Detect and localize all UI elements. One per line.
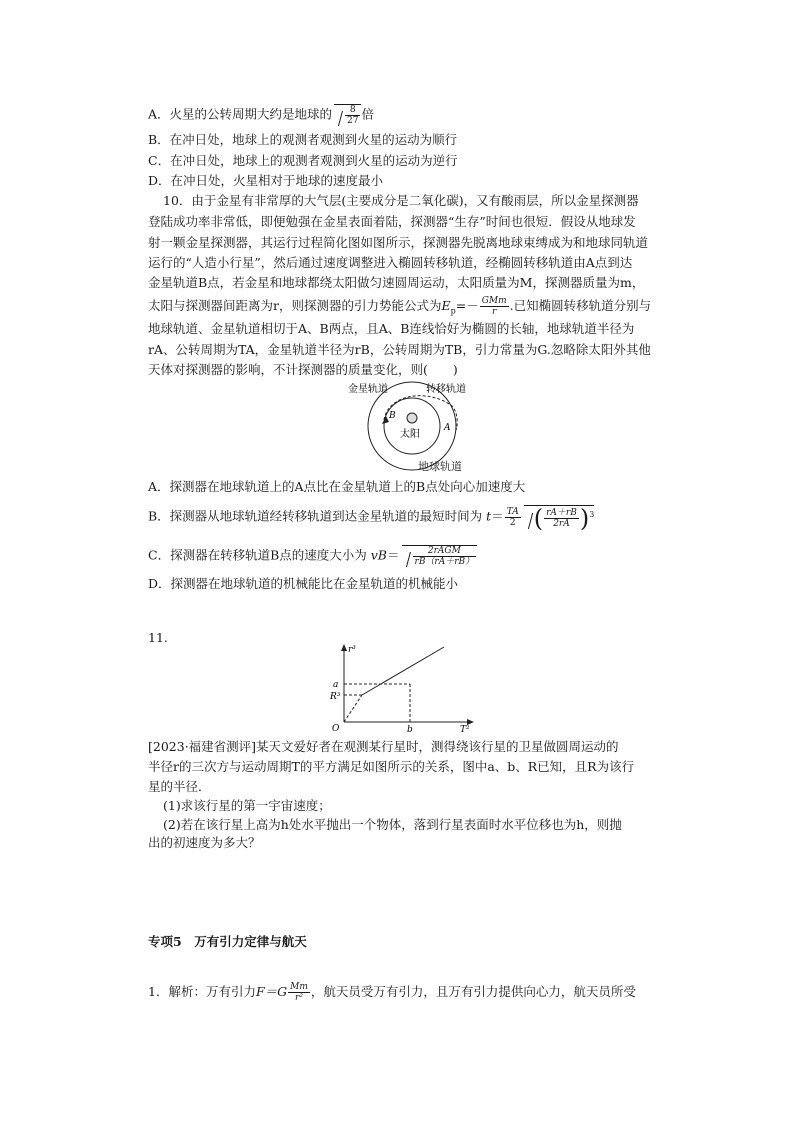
q11-number: 11.: [148, 630, 168, 645]
q9-option-a: A．火星的公转周期大约是地球的 $\frac{8}{27}$ 倍: [148, 105, 374, 126]
sqrt-symbol: $\frac{\text{2rAGM}}{rB(rA+rB)}$: [402, 545, 478, 567]
q11-sub-1: (1)求该行星的第一宇宙速度；: [163, 798, 331, 813]
q10-line-9: 天体对探测器的影响，不计探测器的质量变化，则( ): [148, 362, 458, 377]
q10-line-3: 射一颗金星探测器，其运行过程简化图如图所示，探测器先脱离地球束缚成为和地球同轨道: [148, 235, 649, 250]
earth-orbit-circle: [368, 382, 456, 470]
sun-label: 太阳: [400, 429, 420, 440]
y-axis-arrow: [341, 644, 347, 651]
q10-line-7: 地球轨道、金星轨道相切于A、B两点，且A、B连线恰好为椭圆的长轴，地球轨道半径为: [148, 321, 635, 336]
q9-option-b: B．在冲日处，地球上的观测者观测到火星的运动为顺行: [148, 132, 458, 147]
data-line: [362, 647, 444, 695]
q11-line-2: 半径r的三次方与运动周期T的平方满足如图所示的关系，图中a、b、R已知，且R为该行: [148, 759, 635, 774]
origin-label: O: [332, 724, 340, 734]
point-a-label: A: [444, 423, 451, 433]
q10-line-8: rA、公转周期为TA，金星轨道半径为rB，公转周期为TB，引力常量为G.忽略除太阳外其他: [148, 342, 651, 357]
q10-line-4: 运行的“人造小行星”，然后通过速度调整进入椭圆转移轨道，经椭圆转移轨道由A点到达: [148, 255, 633, 270]
r3-t2-graph: [330, 640, 490, 735]
q10-option-b: B．探测器从地球轨道经转移轨道到达金星轨道的最短时间为 t＝ $\frac{TA}{2}$ ( $\frac{rA+rB}{2rA}$ )$^3$: [148, 504, 595, 533]
a-label: a: [333, 680, 339, 690]
q11-sub-2a: (2)若在该行星上高为h处水平抛出一个物体，落到行星表面时水平位移也为h，则抛: [163, 817, 622, 832]
q10-option-c: C．探测器在转移轨道B点的速度大小为 vB＝ $\frac{\text{2rAGM}}{rB(rA+rB)}$: [148, 545, 477, 567]
sun-body: [407, 413, 417, 423]
transfer-arrow: [382, 416, 389, 424]
transfer-orbit-label: 转移轨道: [426, 384, 466, 395]
q11-line-3: 星的半径．: [148, 779, 211, 794]
x-axis-label: T²: [460, 725, 470, 735]
earth-orbit-label: 地球轨道: [418, 460, 462, 473]
y-axis-label: r³: [348, 645, 356, 655]
venus-orbit-label: 金星轨道: [348, 384, 388, 395]
sqrt-symbol: $\frac{8}{27}$: [334, 104, 361, 126]
dashed-extension: [344, 695, 362, 722]
q10-line-2: 登陆成功率非常低，即便勉强在金星表面着陆，探测器“生存”时间也很短．假设从地球发: [148, 214, 636, 229]
q10-option-a: A．探测器在地球轨道上的A点比在金星轨道上的B点处向心加速度大: [148, 479, 526, 494]
q10-line-1: 10．由于金星有非常厚的大气层(主要成分是二氧化碳)，又有酸雨层，所以金星探测器: [163, 193, 639, 208]
sqrt-symbol: ( $\frac{rA+rB}{2rA}$ )$^3$: [524, 505, 595, 529]
answer-line-1: 1．解析：万有引力F＝G $\frac{Mm}{\text{r²}}$ ，航天员受万有引力，且万有引力提供向心力，航天员所受: [148, 982, 636, 1003]
q9-option-c: C．在冲日处，地球上的观测者观测到火星的运动为逆行: [148, 153, 458, 168]
point-b-label: B: [389, 411, 396, 421]
q11-line-1: [2023·福建省测评]某天文爱好者在观测某行星时，测得绕该行星的卫星做圆周运动的: [148, 739, 619, 754]
b-label: b: [407, 725, 413, 735]
q10-line-6: 太阳与探测器间距离为r，则探测器的引力势能公式为$E_p=-$ $\frac{\text{GMm}}{r}$ .已知椭圆转移轨道分别与: [148, 296, 652, 317]
q9-option-d: D．在冲日处，火星相对于地球的速度最小: [148, 173, 384, 188]
venus-orbit-circle: [384, 398, 440, 454]
section-title: 专项5 万有引力定律与航天: [148, 934, 307, 949]
q10-option-d: D．探测器在地球轨道的机械能比在金星轨道的机械能小: [148, 576, 459, 591]
r3-label: R³: [330, 692, 341, 702]
q10-line-5: 金星轨道B点，若金星和地球都绕太阳做匀速圆周运动，太阳质量为M，探测器质量为m，: [148, 275, 645, 290]
q11-sub-2b: 出的初速度为多大？: [148, 835, 261, 850]
